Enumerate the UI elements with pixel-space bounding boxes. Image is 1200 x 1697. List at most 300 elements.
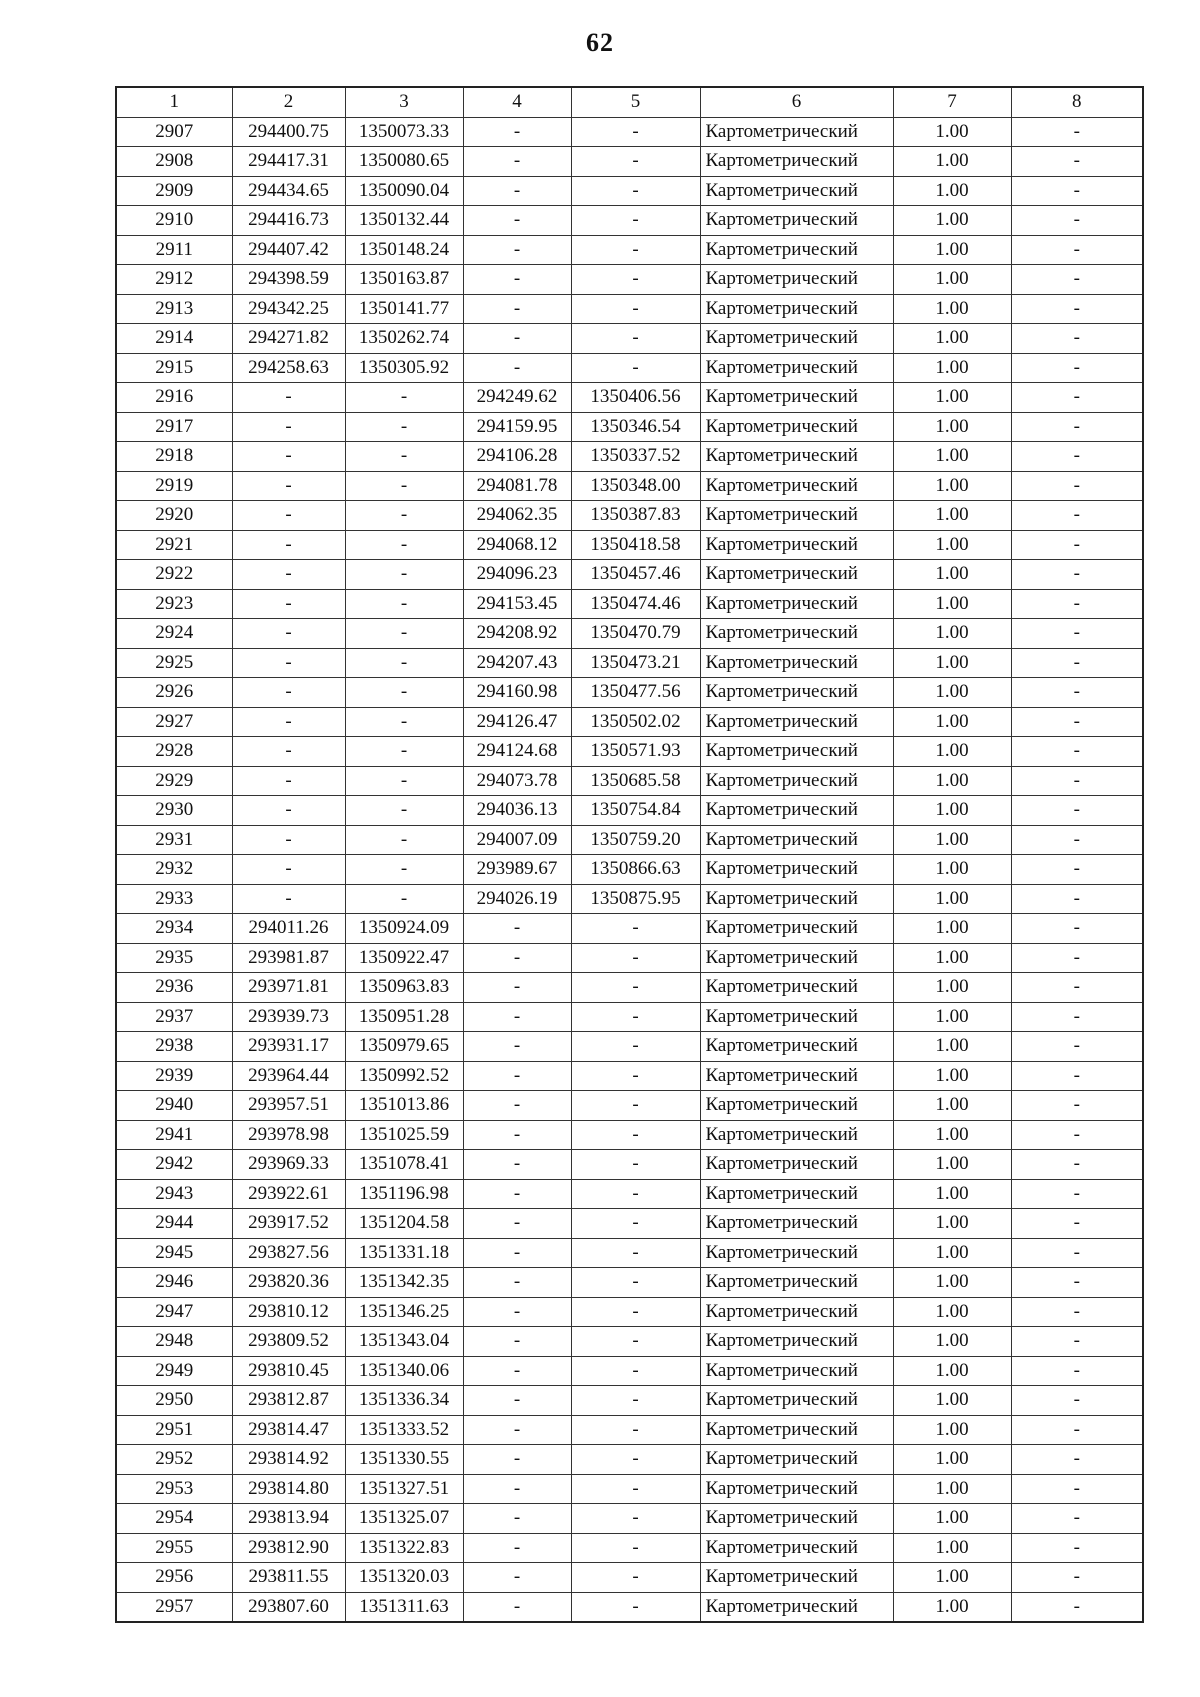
- note-cell: -: [1011, 117, 1143, 147]
- table-row: [116, 383, 1143, 413]
- column-header-5: 5: [571, 87, 700, 117]
- x-new-cell: 294096.23: [463, 560, 571, 590]
- method-cell: Картометрический: [700, 1297, 893, 1327]
- precision-cell: 1.00: [893, 737, 1011, 767]
- method-cell: Картометрический: [700, 1268, 893, 1298]
- y-new-cell: -: [571, 1415, 700, 1445]
- note-cell: -: [1011, 1061, 1143, 1091]
- x-existing-cell: 293969.33: [232, 1150, 345, 1180]
- x-existing-cell: 293811.55: [232, 1563, 345, 1593]
- point-number-cell: 2910: [116, 206, 232, 236]
- y-existing-cell: 1350979.65: [345, 1032, 463, 1062]
- note-cell: -: [1011, 412, 1143, 442]
- x-new-cell: 294068.12: [463, 530, 571, 560]
- note-cell: -: [1011, 589, 1143, 619]
- header-row: [116, 87, 1143, 117]
- y-existing-cell: -: [345, 501, 463, 531]
- point-number-cell: 2933: [116, 884, 232, 914]
- y-existing-cell: 1350963.83: [345, 973, 463, 1003]
- precision-cell: 1.00: [893, 471, 1011, 501]
- x-new-cell: -: [463, 235, 571, 265]
- y-new-cell: -: [571, 1032, 700, 1062]
- x-existing-cell: 294416.73: [232, 206, 345, 236]
- y-existing-cell: 1351196.98: [345, 1179, 463, 1209]
- table-row: [116, 1297, 1143, 1327]
- y-new-cell: 1350754.84: [571, 796, 700, 826]
- table-row: [116, 324, 1143, 354]
- y-existing-cell: 1350163.87: [345, 265, 463, 295]
- column-header-6: 6: [700, 87, 893, 117]
- precision-cell: 1.00: [893, 619, 1011, 649]
- x-new-cell: 294207.43: [463, 648, 571, 678]
- point-number-cell: 2930: [116, 796, 232, 826]
- table-row: [116, 560, 1143, 590]
- note-cell: -: [1011, 530, 1143, 560]
- x-new-cell: -: [463, 1120, 571, 1150]
- x-new-cell: -: [463, 1386, 571, 1416]
- y-new-cell: -: [571, 1091, 700, 1121]
- note-cell: -: [1011, 707, 1143, 737]
- y-new-cell: -: [571, 1504, 700, 1534]
- x-existing-cell: -: [232, 383, 345, 413]
- note-cell: -: [1011, 796, 1143, 826]
- x-existing-cell: 293978.98: [232, 1120, 345, 1150]
- method-cell: Картометрический: [700, 914, 893, 944]
- note-cell: -: [1011, 1002, 1143, 1032]
- method-cell: Картометрический: [700, 1474, 893, 1504]
- precision-cell: 1.00: [893, 1445, 1011, 1475]
- x-new-cell: -: [463, 1533, 571, 1563]
- x-existing-cell: -: [232, 619, 345, 649]
- point-number-cell: 2918: [116, 442, 232, 472]
- table-row: [116, 1091, 1143, 1121]
- x-existing-cell: 293939.73: [232, 1002, 345, 1032]
- method-cell: Картометрический: [700, 1061, 893, 1091]
- y-new-cell: -: [571, 1445, 700, 1475]
- x-new-cell: -: [463, 265, 571, 295]
- x-new-cell: 294026.19: [463, 884, 571, 914]
- x-existing-cell: 293922.61: [232, 1179, 345, 1209]
- y-existing-cell: 1351025.59: [345, 1120, 463, 1150]
- precision-cell: 1.00: [893, 235, 1011, 265]
- method-cell: Картометрический: [700, 678, 893, 708]
- note-cell: -: [1011, 855, 1143, 885]
- table-row: [116, 855, 1143, 885]
- x-existing-cell: 294434.65: [232, 176, 345, 206]
- y-existing-cell: 1351325.07: [345, 1504, 463, 1534]
- x-new-cell: 294124.68: [463, 737, 571, 767]
- table-row: [116, 1327, 1143, 1357]
- method-cell: Картометрический: [700, 1445, 893, 1475]
- note-cell: -: [1011, 1091, 1143, 1121]
- y-existing-cell: -: [345, 678, 463, 708]
- table-row: [116, 471, 1143, 501]
- y-existing-cell: 1351342.35: [345, 1268, 463, 1298]
- method-cell: Картометрический: [700, 353, 893, 383]
- note-cell: -: [1011, 471, 1143, 501]
- point-number-cell: 2915: [116, 353, 232, 383]
- precision-cell: 1.00: [893, 442, 1011, 472]
- point-number-cell: 2938: [116, 1032, 232, 1062]
- point-number-cell: 2936: [116, 973, 232, 1003]
- precision-cell: 1.00: [893, 825, 1011, 855]
- y-new-cell: -: [571, 235, 700, 265]
- x-new-cell: 294160.98: [463, 678, 571, 708]
- precision-cell: 1.00: [893, 973, 1011, 1003]
- point-number-cell: 2917: [116, 412, 232, 442]
- y-new-cell: 1350866.63: [571, 855, 700, 885]
- y-existing-cell: 1350141.77: [345, 294, 463, 324]
- y-existing-cell: -: [345, 471, 463, 501]
- y-new-cell: -: [571, 324, 700, 354]
- x-existing-cell: -: [232, 589, 345, 619]
- point-number-cell: 2911: [116, 235, 232, 265]
- method-cell: Картометрический: [700, 383, 893, 413]
- method-cell: Картометрический: [700, 1091, 893, 1121]
- y-new-cell: 1350477.56: [571, 678, 700, 708]
- y-existing-cell: 1351327.51: [345, 1474, 463, 1504]
- point-number-cell: 2921: [116, 530, 232, 560]
- y-existing-cell: 1351330.55: [345, 1445, 463, 1475]
- method-cell: Картометрический: [700, 1002, 893, 1032]
- x-new-cell: -: [463, 973, 571, 1003]
- y-new-cell: -: [571, 294, 700, 324]
- y-new-cell: -: [571, 1238, 700, 1268]
- method-cell: Картометрический: [700, 1533, 893, 1563]
- column-header-1: 1: [116, 87, 232, 117]
- point-number-cell: 2949: [116, 1356, 232, 1386]
- y-new-cell: -: [571, 1120, 700, 1150]
- note-cell: -: [1011, 884, 1143, 914]
- note-cell: -: [1011, 176, 1143, 206]
- y-existing-cell: -: [345, 766, 463, 796]
- note-cell: -: [1011, 1209, 1143, 1239]
- y-new-cell: 1350337.52: [571, 442, 700, 472]
- method-cell: Картометрический: [700, 235, 893, 265]
- point-number-cell: 2920: [116, 501, 232, 531]
- precision-cell: 1.00: [893, 914, 1011, 944]
- precision-cell: 1.00: [893, 1091, 1011, 1121]
- point-number-cell: 2948: [116, 1327, 232, 1357]
- x-existing-cell: -: [232, 737, 345, 767]
- x-new-cell: -: [463, 1445, 571, 1475]
- table-row: [116, 1179, 1143, 1209]
- note-cell: -: [1011, 1386, 1143, 1416]
- note-cell: -: [1011, 1533, 1143, 1563]
- x-existing-cell: -: [232, 501, 345, 531]
- note-cell: -: [1011, 1120, 1143, 1150]
- x-new-cell: 294153.45: [463, 589, 571, 619]
- point-number-cell: 2944: [116, 1209, 232, 1239]
- x-new-cell: -: [463, 294, 571, 324]
- x-existing-cell: 293814.92: [232, 1445, 345, 1475]
- table-row: [116, 1474, 1143, 1504]
- table-row: [116, 707, 1143, 737]
- y-existing-cell: 1351311.63: [345, 1592, 463, 1622]
- note-cell: -: [1011, 1150, 1143, 1180]
- point-number-cell: 2919: [116, 471, 232, 501]
- table-row: [116, 1061, 1143, 1091]
- method-cell: Картометрический: [700, 1179, 893, 1209]
- y-new-cell: -: [571, 1474, 700, 1504]
- y-new-cell: -: [571, 1592, 700, 1622]
- x-existing-cell: 293810.45: [232, 1356, 345, 1386]
- point-number-cell: 2945: [116, 1238, 232, 1268]
- x-new-cell: -: [463, 1032, 571, 1062]
- point-number-cell: 2931: [116, 825, 232, 855]
- y-new-cell: -: [571, 1533, 700, 1563]
- y-new-cell: 1350387.83: [571, 501, 700, 531]
- table-row: [116, 176, 1143, 206]
- y-existing-cell: 1351322.83: [345, 1533, 463, 1563]
- method-cell: Картометрический: [700, 530, 893, 560]
- table-row: [116, 589, 1143, 619]
- y-existing-cell: 1350090.04: [345, 176, 463, 206]
- note-cell: -: [1011, 1445, 1143, 1475]
- method-cell: Картометрический: [700, 1120, 893, 1150]
- x-new-cell: -: [463, 206, 571, 236]
- method-cell: Картометрический: [700, 825, 893, 855]
- y-existing-cell: 1350073.33: [345, 117, 463, 147]
- note-cell: -: [1011, 1179, 1143, 1209]
- x-new-cell: 294036.13: [463, 796, 571, 826]
- method-cell: Картометрический: [700, 1356, 893, 1386]
- precision-cell: 1.00: [893, 884, 1011, 914]
- x-new-cell: 294081.78: [463, 471, 571, 501]
- x-existing-cell: 293807.60: [232, 1592, 345, 1622]
- point-number-cell: 2942: [116, 1150, 232, 1180]
- precision-cell: 1.00: [893, 206, 1011, 236]
- y-existing-cell: -: [345, 589, 463, 619]
- y-new-cell: 1350875.95: [571, 884, 700, 914]
- method-cell: Картометрический: [700, 1209, 893, 1239]
- y-new-cell: 1350457.46: [571, 560, 700, 590]
- note-cell: -: [1011, 235, 1143, 265]
- note-cell: -: [1011, 619, 1143, 649]
- table-row: [116, 235, 1143, 265]
- note-cell: -: [1011, 1268, 1143, 1298]
- table-row: [116, 1445, 1143, 1475]
- table-row: [116, 1238, 1143, 1268]
- y-new-cell: -: [571, 1150, 700, 1180]
- x-new-cell: 293989.67: [463, 855, 571, 885]
- x-new-cell: -: [463, 353, 571, 383]
- y-existing-cell: 1350132.44: [345, 206, 463, 236]
- x-existing-cell: -: [232, 766, 345, 796]
- point-number-cell: 2916: [116, 383, 232, 413]
- note-cell: -: [1011, 1474, 1143, 1504]
- note-cell: -: [1011, 678, 1143, 708]
- table-body: [116, 117, 1143, 1622]
- method-cell: Картометрический: [700, 147, 893, 177]
- x-new-cell: -: [463, 1415, 571, 1445]
- precision-cell: 1.00: [893, 412, 1011, 442]
- precision-cell: 1.00: [893, 1032, 1011, 1062]
- precision-cell: 1.00: [893, 1415, 1011, 1445]
- point-number-cell: 2932: [116, 855, 232, 885]
- x-existing-cell: -: [232, 796, 345, 826]
- x-existing-cell: 293810.12: [232, 1297, 345, 1327]
- point-number-cell: 2926: [116, 678, 232, 708]
- x-new-cell: -: [463, 1356, 571, 1386]
- y-existing-cell: 1350922.47: [345, 943, 463, 973]
- y-new-cell: -: [571, 206, 700, 236]
- x-existing-cell: -: [232, 471, 345, 501]
- x-new-cell: 294073.78: [463, 766, 571, 796]
- method-cell: Картометрический: [700, 1592, 893, 1622]
- x-new-cell: -: [463, 1563, 571, 1593]
- x-existing-cell: 294417.31: [232, 147, 345, 177]
- note-cell: -: [1011, 1238, 1143, 1268]
- x-existing-cell: 294398.59: [232, 265, 345, 295]
- table-row: [116, 1002, 1143, 1032]
- x-existing-cell: 293917.52: [232, 1209, 345, 1239]
- y-new-cell: 1350346.54: [571, 412, 700, 442]
- x-new-cell: 294106.28: [463, 442, 571, 472]
- precision-cell: 1.00: [893, 1327, 1011, 1357]
- point-number-cell: 2913: [116, 294, 232, 324]
- y-existing-cell: 1350262.74: [345, 324, 463, 354]
- precision-cell: 1.00: [893, 1209, 1011, 1239]
- table-row: [116, 973, 1143, 1003]
- precision-cell: 1.00: [893, 796, 1011, 826]
- y-new-cell: -: [571, 1268, 700, 1298]
- note-cell: -: [1011, 1504, 1143, 1534]
- x-existing-cell: 294258.63: [232, 353, 345, 383]
- table-row: [116, 442, 1143, 472]
- y-new-cell: -: [571, 973, 700, 1003]
- y-existing-cell: -: [345, 707, 463, 737]
- x-existing-cell: -: [232, 560, 345, 590]
- precision-cell: 1.00: [893, 1504, 1011, 1534]
- x-existing-cell: -: [232, 855, 345, 885]
- x-existing-cell: 293957.51: [232, 1091, 345, 1121]
- precision-cell: 1.00: [893, 383, 1011, 413]
- note-cell: -: [1011, 324, 1143, 354]
- table-row: [116, 914, 1143, 944]
- note-cell: -: [1011, 825, 1143, 855]
- precision-cell: 1.00: [893, 1179, 1011, 1209]
- table-row: [116, 1032, 1143, 1062]
- y-existing-cell: 1351343.04: [345, 1327, 463, 1357]
- method-cell: Картометрический: [700, 501, 893, 531]
- method-cell: Картометрический: [700, 1504, 893, 1534]
- y-new-cell: 1350348.00: [571, 471, 700, 501]
- precision-cell: 1.00: [893, 766, 1011, 796]
- point-number-cell: 2934: [116, 914, 232, 944]
- y-new-cell: 1350571.93: [571, 737, 700, 767]
- precision-cell: 1.00: [893, 353, 1011, 383]
- table-row: [116, 943, 1143, 973]
- method-cell: Картометрический: [700, 206, 893, 236]
- y-existing-cell: -: [345, 412, 463, 442]
- point-number-cell: 2951: [116, 1415, 232, 1445]
- x-existing-cell: -: [232, 884, 345, 914]
- x-new-cell: 294159.95: [463, 412, 571, 442]
- y-new-cell: -: [571, 353, 700, 383]
- x-existing-cell: 294011.26: [232, 914, 345, 944]
- precision-cell: 1.00: [893, 1150, 1011, 1180]
- y-existing-cell: 1351333.52: [345, 1415, 463, 1445]
- x-new-cell: -: [463, 1474, 571, 1504]
- point-number-cell: 2946: [116, 1268, 232, 1298]
- point-number-cell: 2925: [116, 648, 232, 678]
- note-cell: -: [1011, 766, 1143, 796]
- x-new-cell: -: [463, 117, 571, 147]
- y-new-cell: -: [571, 1061, 700, 1091]
- table-row: [116, 1386, 1143, 1416]
- y-existing-cell: -: [345, 442, 463, 472]
- table-row: [116, 501, 1143, 531]
- method-cell: Картометрический: [700, 884, 893, 914]
- method-cell: Картометрический: [700, 737, 893, 767]
- y-existing-cell: 1351346.25: [345, 1297, 463, 1327]
- y-new-cell: 1350685.58: [571, 766, 700, 796]
- table-row: [116, 884, 1143, 914]
- y-new-cell: -: [571, 1297, 700, 1327]
- x-existing-cell: 293971.81: [232, 973, 345, 1003]
- table-row: [116, 796, 1143, 826]
- method-cell: Картометрический: [700, 796, 893, 826]
- y-new-cell: -: [571, 117, 700, 147]
- table-row: [116, 1356, 1143, 1386]
- precision-cell: 1.00: [893, 147, 1011, 177]
- precision-cell: 1.00: [893, 1533, 1011, 1563]
- precision-cell: 1.00: [893, 117, 1011, 147]
- method-cell: Картометрический: [700, 589, 893, 619]
- table-row: [116, 530, 1143, 560]
- y-new-cell: -: [571, 1179, 700, 1209]
- point-number-cell: 2909: [116, 176, 232, 206]
- y-existing-cell: -: [345, 530, 463, 560]
- x-new-cell: -: [463, 914, 571, 944]
- point-number-cell: 2924: [116, 619, 232, 649]
- table-row: [116, 1563, 1143, 1593]
- precision-cell: 1.00: [893, 530, 1011, 560]
- table-row: [116, 117, 1143, 147]
- x-new-cell: -: [463, 324, 571, 354]
- note-cell: -: [1011, 1415, 1143, 1445]
- x-new-cell: 294062.35: [463, 501, 571, 531]
- note-cell: -: [1011, 1297, 1143, 1327]
- method-cell: Картометрический: [700, 265, 893, 295]
- y-existing-cell: -: [345, 560, 463, 590]
- x-existing-cell: -: [232, 648, 345, 678]
- precision-cell: 1.00: [893, 648, 1011, 678]
- precision-cell: 1.00: [893, 1356, 1011, 1386]
- precision-cell: 1.00: [893, 560, 1011, 590]
- y-existing-cell: -: [345, 884, 463, 914]
- method-cell: Картометрический: [700, 707, 893, 737]
- point-number-cell: 2957: [116, 1592, 232, 1622]
- method-cell: Картометрический: [700, 619, 893, 649]
- note-cell: -: [1011, 1356, 1143, 1386]
- y-existing-cell: 1350305.92: [345, 353, 463, 383]
- y-new-cell: -: [571, 1209, 700, 1239]
- y-existing-cell: 1351340.06: [345, 1356, 463, 1386]
- x-new-cell: -: [463, 1504, 571, 1534]
- note-cell: -: [1011, 501, 1143, 531]
- point-number-cell: 2943: [116, 1179, 232, 1209]
- precision-cell: 1.00: [893, 707, 1011, 737]
- x-new-cell: -: [463, 1592, 571, 1622]
- method-cell: Картометрический: [700, 412, 893, 442]
- y-existing-cell: -: [345, 383, 463, 413]
- point-number-cell: 2935: [116, 943, 232, 973]
- point-number-cell: 2955: [116, 1533, 232, 1563]
- method-cell: Картометрический: [700, 855, 893, 885]
- precision-cell: 1.00: [893, 678, 1011, 708]
